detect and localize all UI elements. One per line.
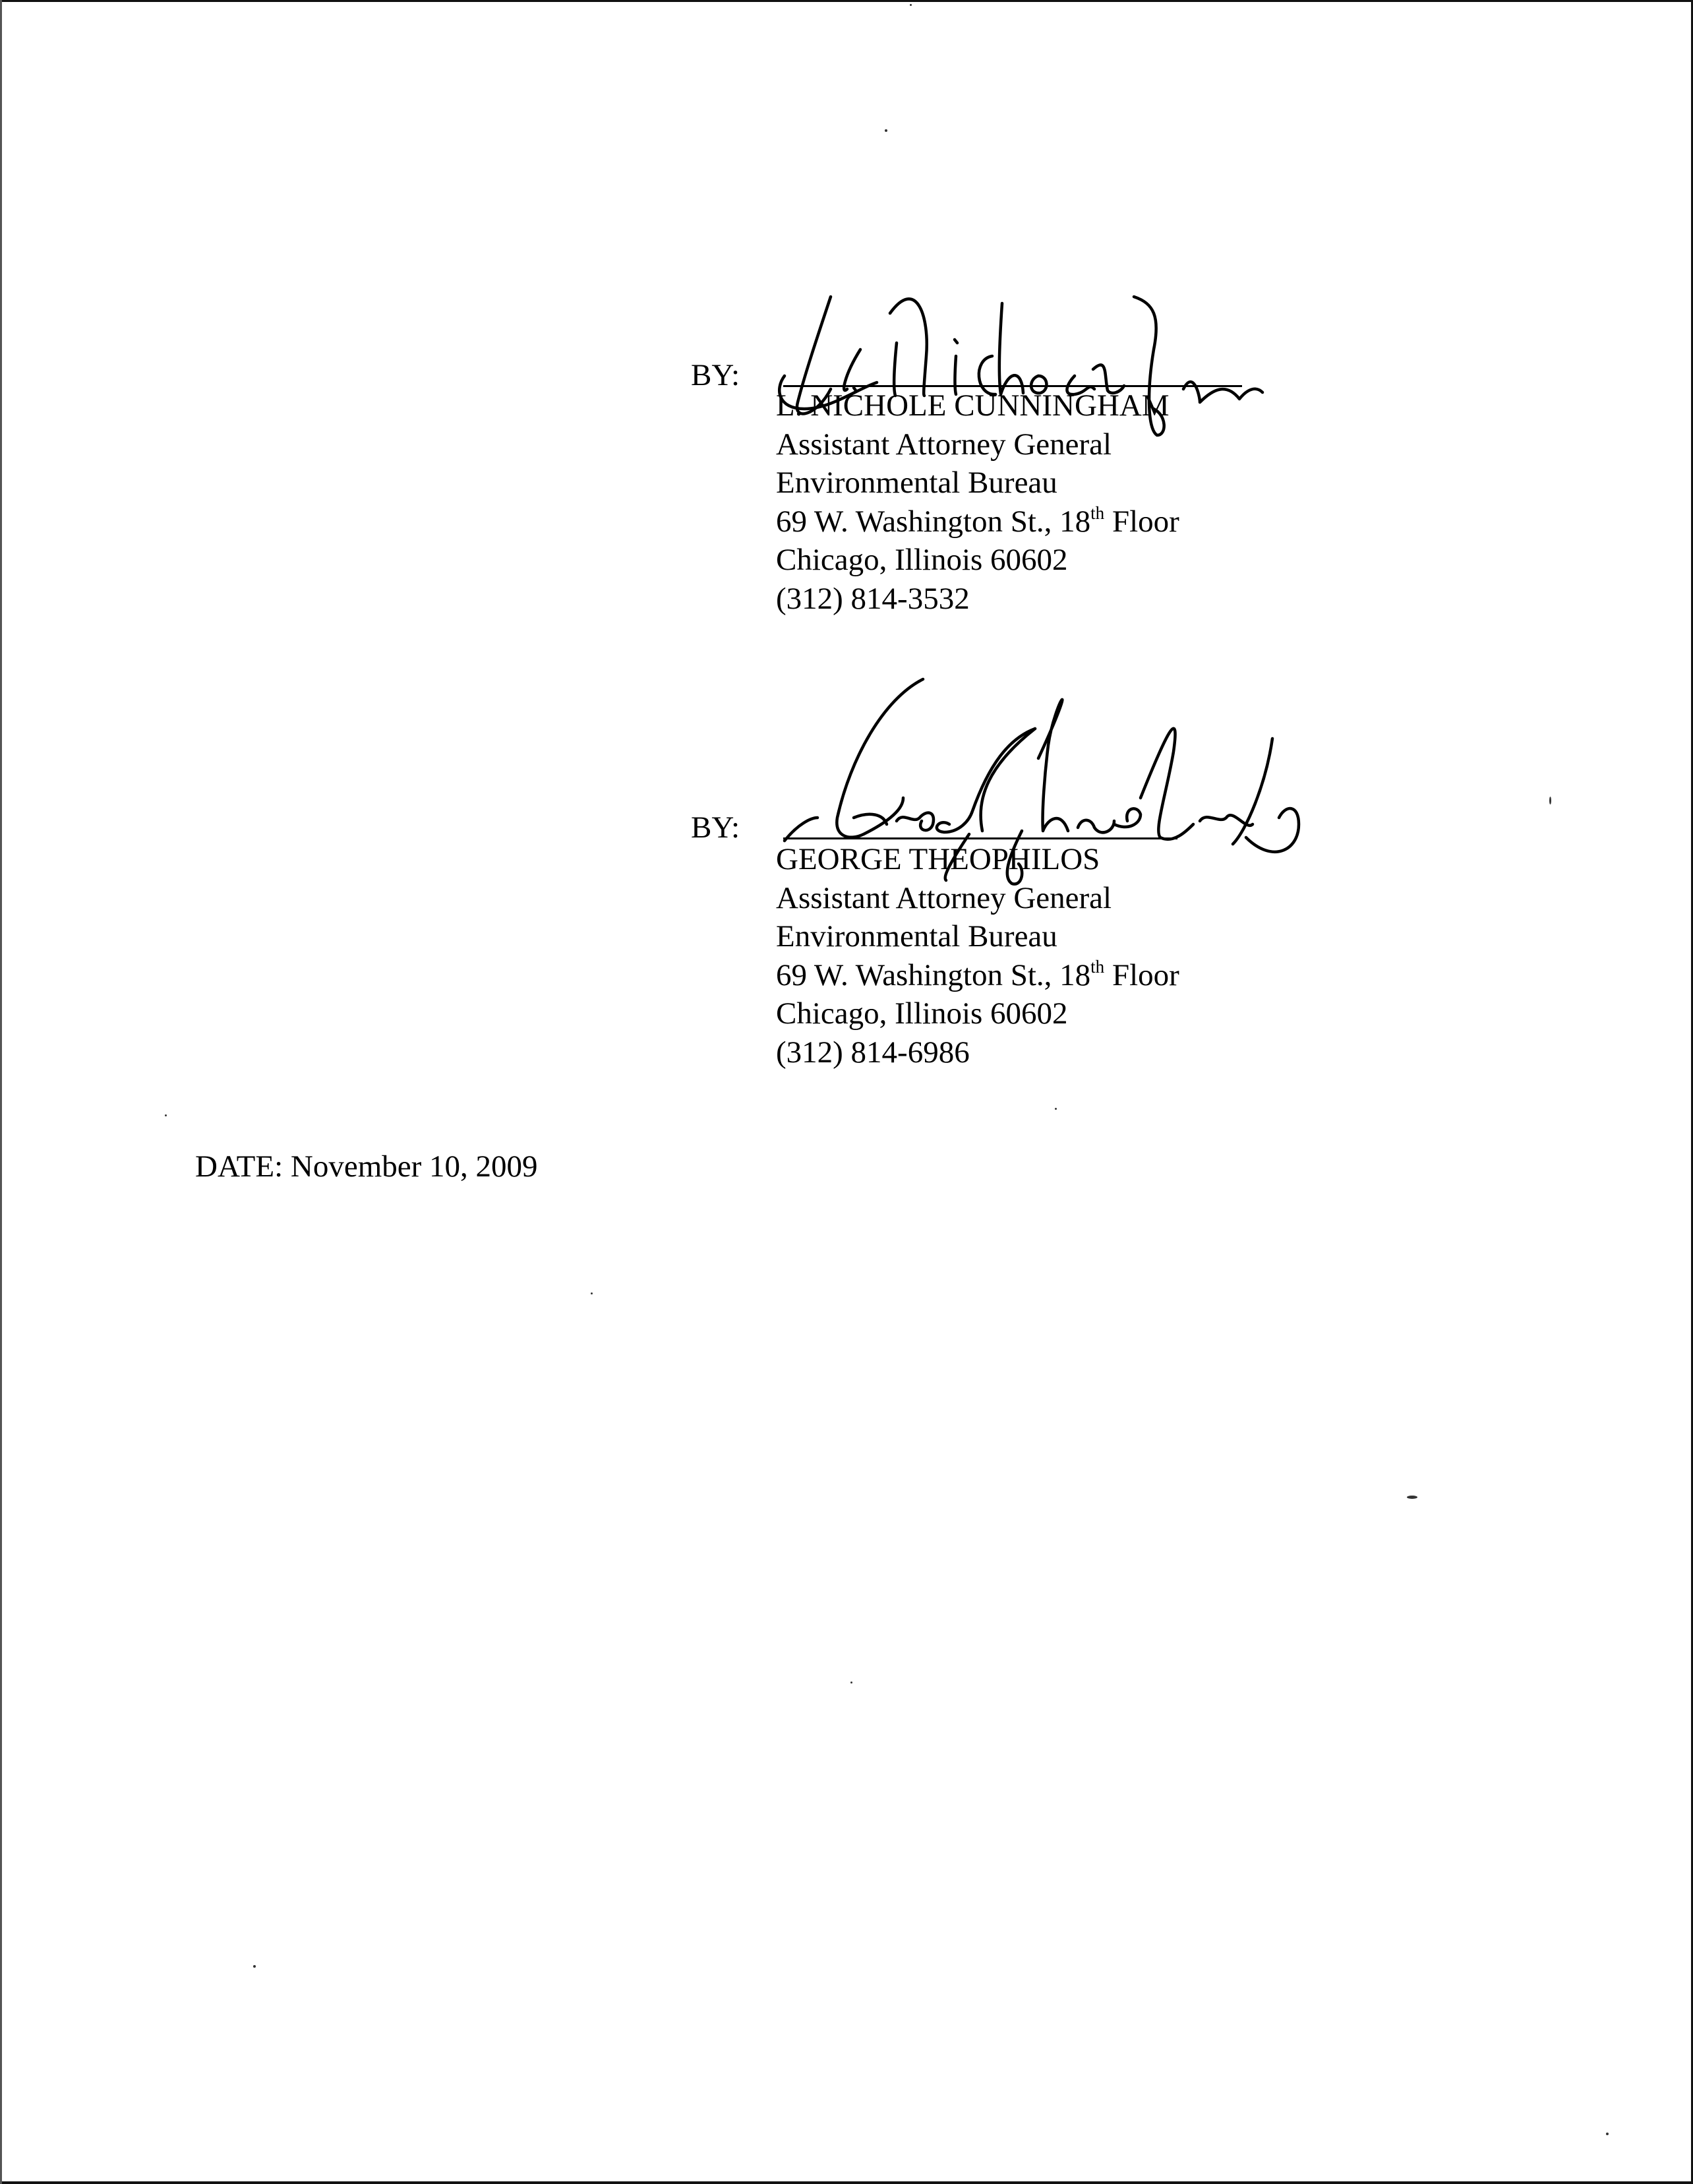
- scan-speck: [1055, 1108, 1057, 1110]
- signatory-1-address: [776, 502, 1179, 541]
- address-2-street: 69 W. Washington St., 18: [776, 957, 1091, 992]
- signatory-2-address: [776, 956, 1179, 995]
- address-1-ordinal: th: [1090, 502, 1105, 523]
- scan-speck: [1606, 2133, 1609, 2135]
- signatory-2-name: GEORGE THEOPHILOS: [776, 842, 1100, 876]
- date-line: DATE: November 10, 2009: [195, 1149, 538, 1184]
- signatory-1-city: Chicago, Illinois 60602: [776, 543, 1068, 577]
- scan-speck: [1549, 797, 1551, 804]
- by-label-2: BY:: [691, 810, 740, 845]
- scan-border-top: [0, 0, 1693, 2]
- signatory-2-title: Assistant Attorney General: [776, 880, 1112, 915]
- signatory-1-title: Assistant Attorney General: [776, 427, 1112, 462]
- scan-border-left: [0, 0, 2, 2184]
- scan-speck: [253, 1965, 256, 1968]
- address-2-floor: Floor: [1104, 957, 1179, 992]
- scan-border-bottom: [0, 2181, 1693, 2184]
- by-label-1: BY:: [691, 358, 740, 392]
- signatory-2-bureau: Environmental Bureau: [776, 919, 1057, 954]
- address-2-ordinal: th: [1090, 956, 1105, 977]
- scan-speck: [1407, 1496, 1417, 1499]
- address-1-street: 69 W. Washington St., 18: [776, 504, 1091, 539]
- scan-speck: [910, 4, 912, 6]
- scan-speck: [885, 129, 887, 132]
- signatory-1-name: L. NICHOLE CUNNINGHAM: [776, 388, 1170, 423]
- address-1-floor: Floor: [1104, 504, 1179, 539]
- signatory-1-block: [776, 386, 1179, 618]
- signatory-2-city: Chicago, Illinois 60602: [776, 996, 1068, 1031]
- signatory-2-phone: (312) 814-6986: [776, 1035, 970, 1070]
- signatory-1-phone: (312) 814-3532: [776, 581, 970, 616]
- scan-speck: [165, 1114, 167, 1116]
- signatory-1-bureau: Environmental Bureau: [776, 466, 1057, 500]
- scan-speck: [850, 1682, 852, 1684]
- signatory-2-block: [776, 840, 1179, 1072]
- scan-speck: [591, 1292, 593, 1294]
